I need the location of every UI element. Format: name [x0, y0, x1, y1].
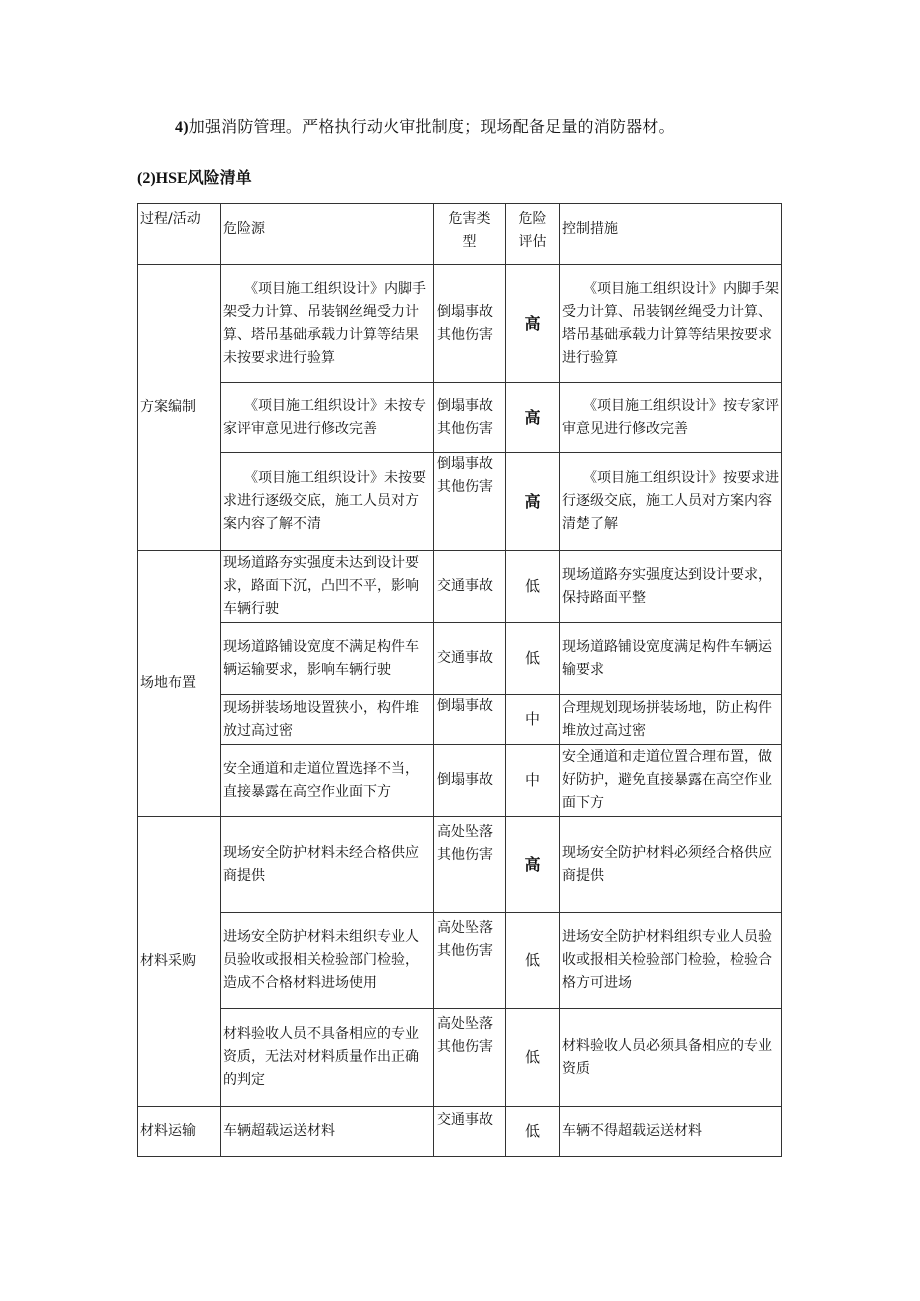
hazard-cell: 材料验收人员不具备相应的专业资质，无法对材料质量作出正确的判定	[221, 1009, 434, 1107]
control-cell: 车辆不得超载运送材料	[560, 1107, 782, 1157]
control-cell: 现场安全防护材料必须经合格供应商提供	[560, 817, 782, 913]
table-row	[138, 745, 782, 817]
intro-item-text: 加强消防管理。严格执行动火审批制度；现场配备足量的消防器材。	[188, 117, 675, 136]
risk-cell: 高	[506, 265, 560, 383]
intro-item	[175, 114, 675, 137]
risk-cell: 中	[506, 745, 560, 817]
type-cell: 倒塌事故其他伤害	[434, 265, 506, 383]
header-type: 危害类型	[434, 204, 506, 265]
control-cell: 现场道路夯实强度达到设计要求，保持路面平整	[560, 551, 782, 623]
type-cell: 交通事故	[434, 1107, 506, 1157]
hazard-cell: 现场安全防护材料未经合格供应商提供	[221, 817, 434, 913]
table-row	[138, 1107, 782, 1157]
hazard-cell: 现场道路夯实强度未达到设计要求，路面下沉，凸凹不平，影响车辆行驶	[221, 551, 434, 623]
control-cell: 《项目施工组织设计》按专家评审意见进行修改完善	[560, 383, 782, 453]
control-cell: 安全通道和走道位置合理布置，做好防护，避免直接暴露在高空作业面下方	[560, 745, 782, 817]
table-row	[138, 383, 782, 453]
process-cell: 材料运输	[138, 1107, 221, 1157]
hse-risk-table	[137, 203, 782, 1157]
hazard-cell: 现场拼装场地设置狭小，构件堆放过高过密	[221, 695, 434, 745]
risk-cell: 高	[506, 817, 560, 913]
hazard-cell: 进场安全防护材料未组织专业人员验收或报相关检验部门检验，造成不合格材料进场使用	[221, 913, 434, 1009]
section-heading	[137, 165, 252, 188]
process-cell: 材料采购	[138, 817, 221, 1107]
hazard-cell: 《项目施工组织设计》内脚手架受力计算、吊装钢丝绳受力计算、塔吊基础承载力计算等结果未按要求进行验算	[221, 265, 434, 383]
risk-cell: 高	[506, 383, 560, 453]
hazard-cell: 现场道路铺设宽度不满足构件车辆运输要求，影响车辆行驶	[221, 623, 434, 695]
control-cell: 合理规划现场拼装场地，防止构件堆放过高过密	[560, 695, 782, 745]
table-row	[138, 695, 782, 745]
header-process: 过程/活动	[138, 204, 221, 265]
header-control: 控制措施	[560, 204, 782, 265]
table-row	[138, 265, 782, 383]
risk-cell: 低	[506, 1009, 560, 1107]
control-cell: 进场安全防护材料组织专业人员验收或报相关检验部门检验，检验合格方可进场	[560, 913, 782, 1009]
risk-cell: 中	[506, 695, 560, 745]
table-row	[138, 1009, 782, 1107]
type-cell: 倒塌事故其他伤害	[434, 383, 506, 453]
risk-cell: 低	[506, 623, 560, 695]
control-cell: 材料验收人员必须具备相应的专业资质	[560, 1009, 782, 1107]
control-cell: 《项目施工组织设计》按要求进行逐级交底，施工人员对方案内容清楚了解	[560, 453, 782, 551]
risk-cell: 低	[506, 913, 560, 1009]
hazard-cell: 车辆超载运送材料	[221, 1107, 434, 1157]
control-cell: 《项目施工组织设计》内脚手架受力计算、吊装钢丝绳受力计算、塔吊基础承载力计算等结果按要求进行验算	[560, 265, 782, 383]
section-number: (2)	[137, 170, 156, 187]
table-row	[138, 453, 782, 551]
hazard-cell: 安全通道和走道位置选择不当，直接暴露在高空作业面下方	[221, 745, 434, 817]
type-cell: 倒塌事故	[434, 745, 506, 817]
process-cell: 方案编制	[138, 265, 221, 551]
type-cell: 高处坠落其他伤害	[434, 913, 506, 1009]
intro-item-number: 4)	[175, 119, 189, 136]
table-row	[138, 913, 782, 1009]
type-cell: 倒塌事故	[434, 695, 506, 745]
hazard-cell: 《项目施工组织设计》未按专家评审意见进行修改完善	[221, 383, 434, 453]
section-title: HSE风险清单	[155, 170, 252, 187]
risk-cell: 低	[506, 551, 560, 623]
hazard-cell: 《项目施工组织设计》未按要求进行逐级交底，施工人员对方案内容了解不清	[221, 453, 434, 551]
type-cell: 交通事故	[434, 551, 506, 623]
type-cell: 高处坠落其他伤害	[434, 817, 506, 913]
table-row	[138, 551, 782, 623]
header-hazard: 危险源	[221, 204, 434, 265]
type-cell: 倒塌事故其他伤害	[434, 453, 506, 551]
table-header-row	[138, 204, 782, 265]
table-row	[138, 817, 782, 913]
table-row	[138, 623, 782, 695]
risk-cell: 高	[506, 453, 560, 551]
type-cell: 高处坠落其他伤害	[434, 1009, 506, 1107]
process-cell: 场地布置	[138, 551, 221, 817]
header-risk: 危险评估	[506, 204, 560, 265]
type-cell: 交通事故	[434, 623, 506, 695]
risk-cell: 低	[506, 1107, 560, 1157]
control-cell: 现场道路铺设宽度满足构件车辆运输要求	[560, 623, 782, 695]
